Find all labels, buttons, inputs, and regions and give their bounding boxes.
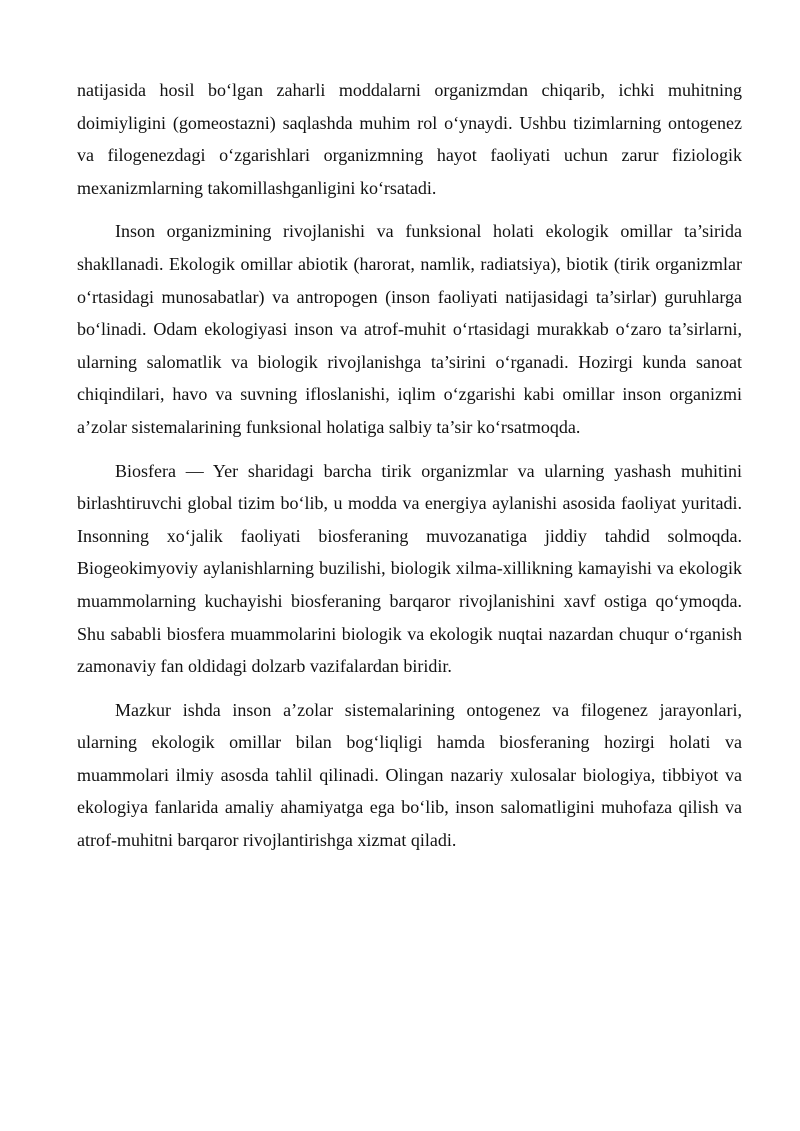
paragraph-conclusion: Mazkur ishda inson a’zolar sistemalarining ontogenez va filogenez jarayonlari, ularning ekologik omillar bilan bog‘liqligi hamda biosferaning hozirgi holati va muammolari ilmiy asosda tahlil qilinadi. Olingan nazariy xulosalar biologiya, tibbiyot va ekologiya fanlarida amaliy ahamiyatga ega bo‘lib, inson salomatligini muhofaza qilish va atrof-muhitni barqaror rivojlantirishga xizmat qiladi. [77, 699, 742, 851]
paragraph-continuation: natijasida hosil bo‘lgan zaharli moddalarni organizmdan chiqarib, ichki muhitning doimiyligini (gomeostazni) saqlashda muhim rol o‘ynaydi. Ushbu tizimlarning ontogenez va filogenezdagi o‘zgarishlari organizmning hayot faoliyati uchun zarur fiziologik mexanizmlarning takomillashganligini ko‘rsatadi. [77, 80, 742, 198]
paragraph-biosphere: Biosfera — Yer sharidagi barcha tirik organizmlar va ularning yashash muhitini birlashtiruvchi global tizim bo‘lib, u modda va energiya aylanishi asosida faoliyat yuritadi. Insonning xo‘jalik faoliyati biosferaning muvozanatiga jiddiy tahdid solmoqda. Biogeokimyoviy aylanishlarning buzilishi, biologik xilma-xillikning kamayishi va ekologik muammolarning kuchayishi biosferaning barqaror rivojlanishini xavf ostiga qo‘ymoqda. Shu sababli biosfera muammolarini biologik va ekologik nuqtai nazardan chuqur o‘rganish zamonaviy fan oldidagi dolzarb vazifalardan biridir. [77, 460, 742, 677]
document-page [77, 74, 742, 868]
paragraph-ecological-factors: Inson organizmining rivojlanishi va funksional holati ekologik omillar ta’sirida shakllanadi. Ekologik omillar abiotik (harorat, namlik, radiatsiya), biotik (tirik organizmlar o‘rtasidagi munosabatlar) va antropogen (inson faoliyati natijasidagi ta’sirlar) guruhlarga bo‘linadi. Odam ekologiyasi inson va atrof-muhit o‘rtasidagi murakkab o‘zaro ta’sirlarni, ularning salomatlik va biologik rivojlanishga ta’sirini o‘rganadi. Hozirgi kunda sanoat chiqindilari, havo va suvning ifloslanishi, iqlim o‘zgarishi kabi omillar inson organizmi a’zolar sistemalarining funksional holatiga salbiy ta’sir ko‘rsatmoqda. [77, 221, 742, 437]
